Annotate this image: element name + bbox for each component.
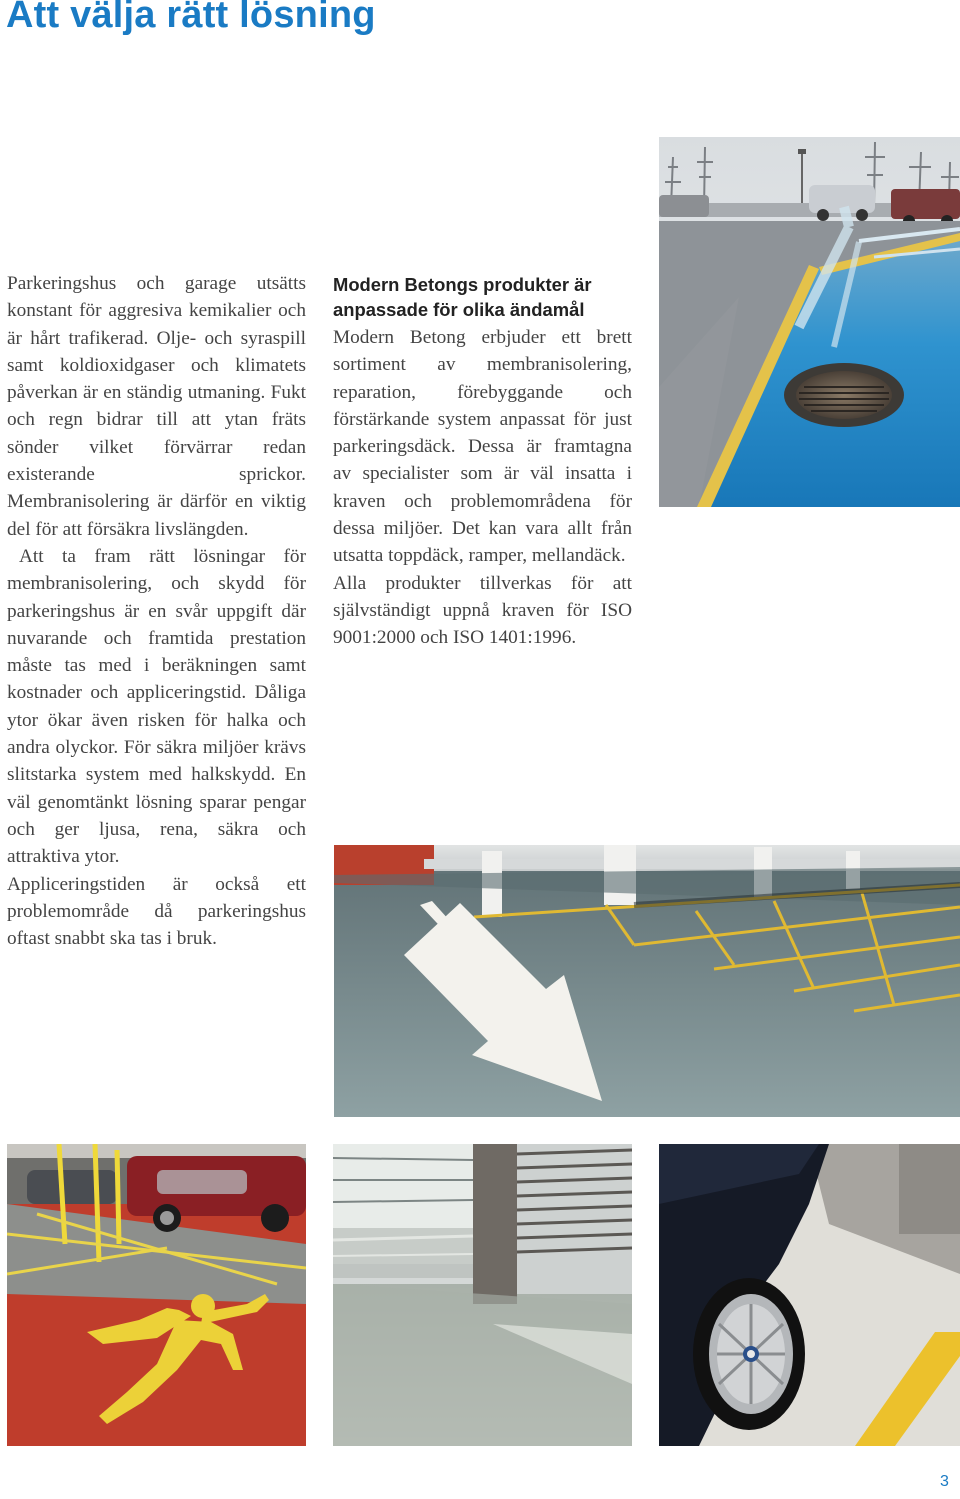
photo-blue-rooftop-deck: [659, 137, 960, 507]
section-heading: Modern Betongs produkter är anpassade för olika ändamål: [333, 274, 592, 320]
intro-paragraph: Parkeringshus och garage utsätts konstant för aggresiva kemikalier och är hårt trafikerad. Olje- och syraspill samt koldioxidgaser och klimatets påverkan är en ständig utmaning. Fukt och regn bidrar till att ytan fräts sönder vilket förvärrar redan existerande sprickor. Membranisolering är därför en viktig del för att försäkra livslängden.: [7, 273, 306, 540]
photo-car-wheel-deck: [659, 1144, 960, 1446]
middle-text-column: [333, 272, 632, 652]
page-number: 3: [940, 1473, 949, 1490]
photo-glass-railing-deck: [333, 1144, 632, 1446]
application-time-paragraph: Appliceringstiden är också ett problemområde då parkeringshus oftast snabbt ska tas i bruk.: [7, 873, 306, 950]
photo-arrow-marking-deck: [334, 845, 960, 1117]
left-text-column: [7, 270, 306, 952]
photo-red-pedestrian-deck: [7, 1144, 306, 1446]
products-paragraph: Modern Betong erbjuder ett brett sortiment av membranisolering, reparation, förebyggande och förstärkande system anpassat för just parkeringsdäck. Dessa är framtagna av specialister som är väl insatta i kraven och problemområdena för dessa miljöer. Det kan vara allt från utsatta toppdäck, ramper, mellandäck.: [333, 327, 632, 567]
page-title: Att välja rätt lösning: [6, 0, 376, 36]
solutions-paragraph: Att ta fram rätt lösningar för membranisolering, och skydd för parkeringshus är en svår uppgift där nuvarande och framtida prestation måste tas med i beräkningen samt kostnader och appliceringstid. Dåliga ytor ökar även risken för halka och andra olyckor. För säkra miljöer krävs slitstarka system med halkskydd. En väl genomtänkt lösning sparar pengar och ger ljusa, rena, säkra och attraktiva ytor.: [7, 545, 306, 868]
iso-paragraph: Alla produkter tillverkas för att självständigt uppnå kraven för ISO 9001:2000 och ISO 1401:1996.: [333, 572, 632, 649]
